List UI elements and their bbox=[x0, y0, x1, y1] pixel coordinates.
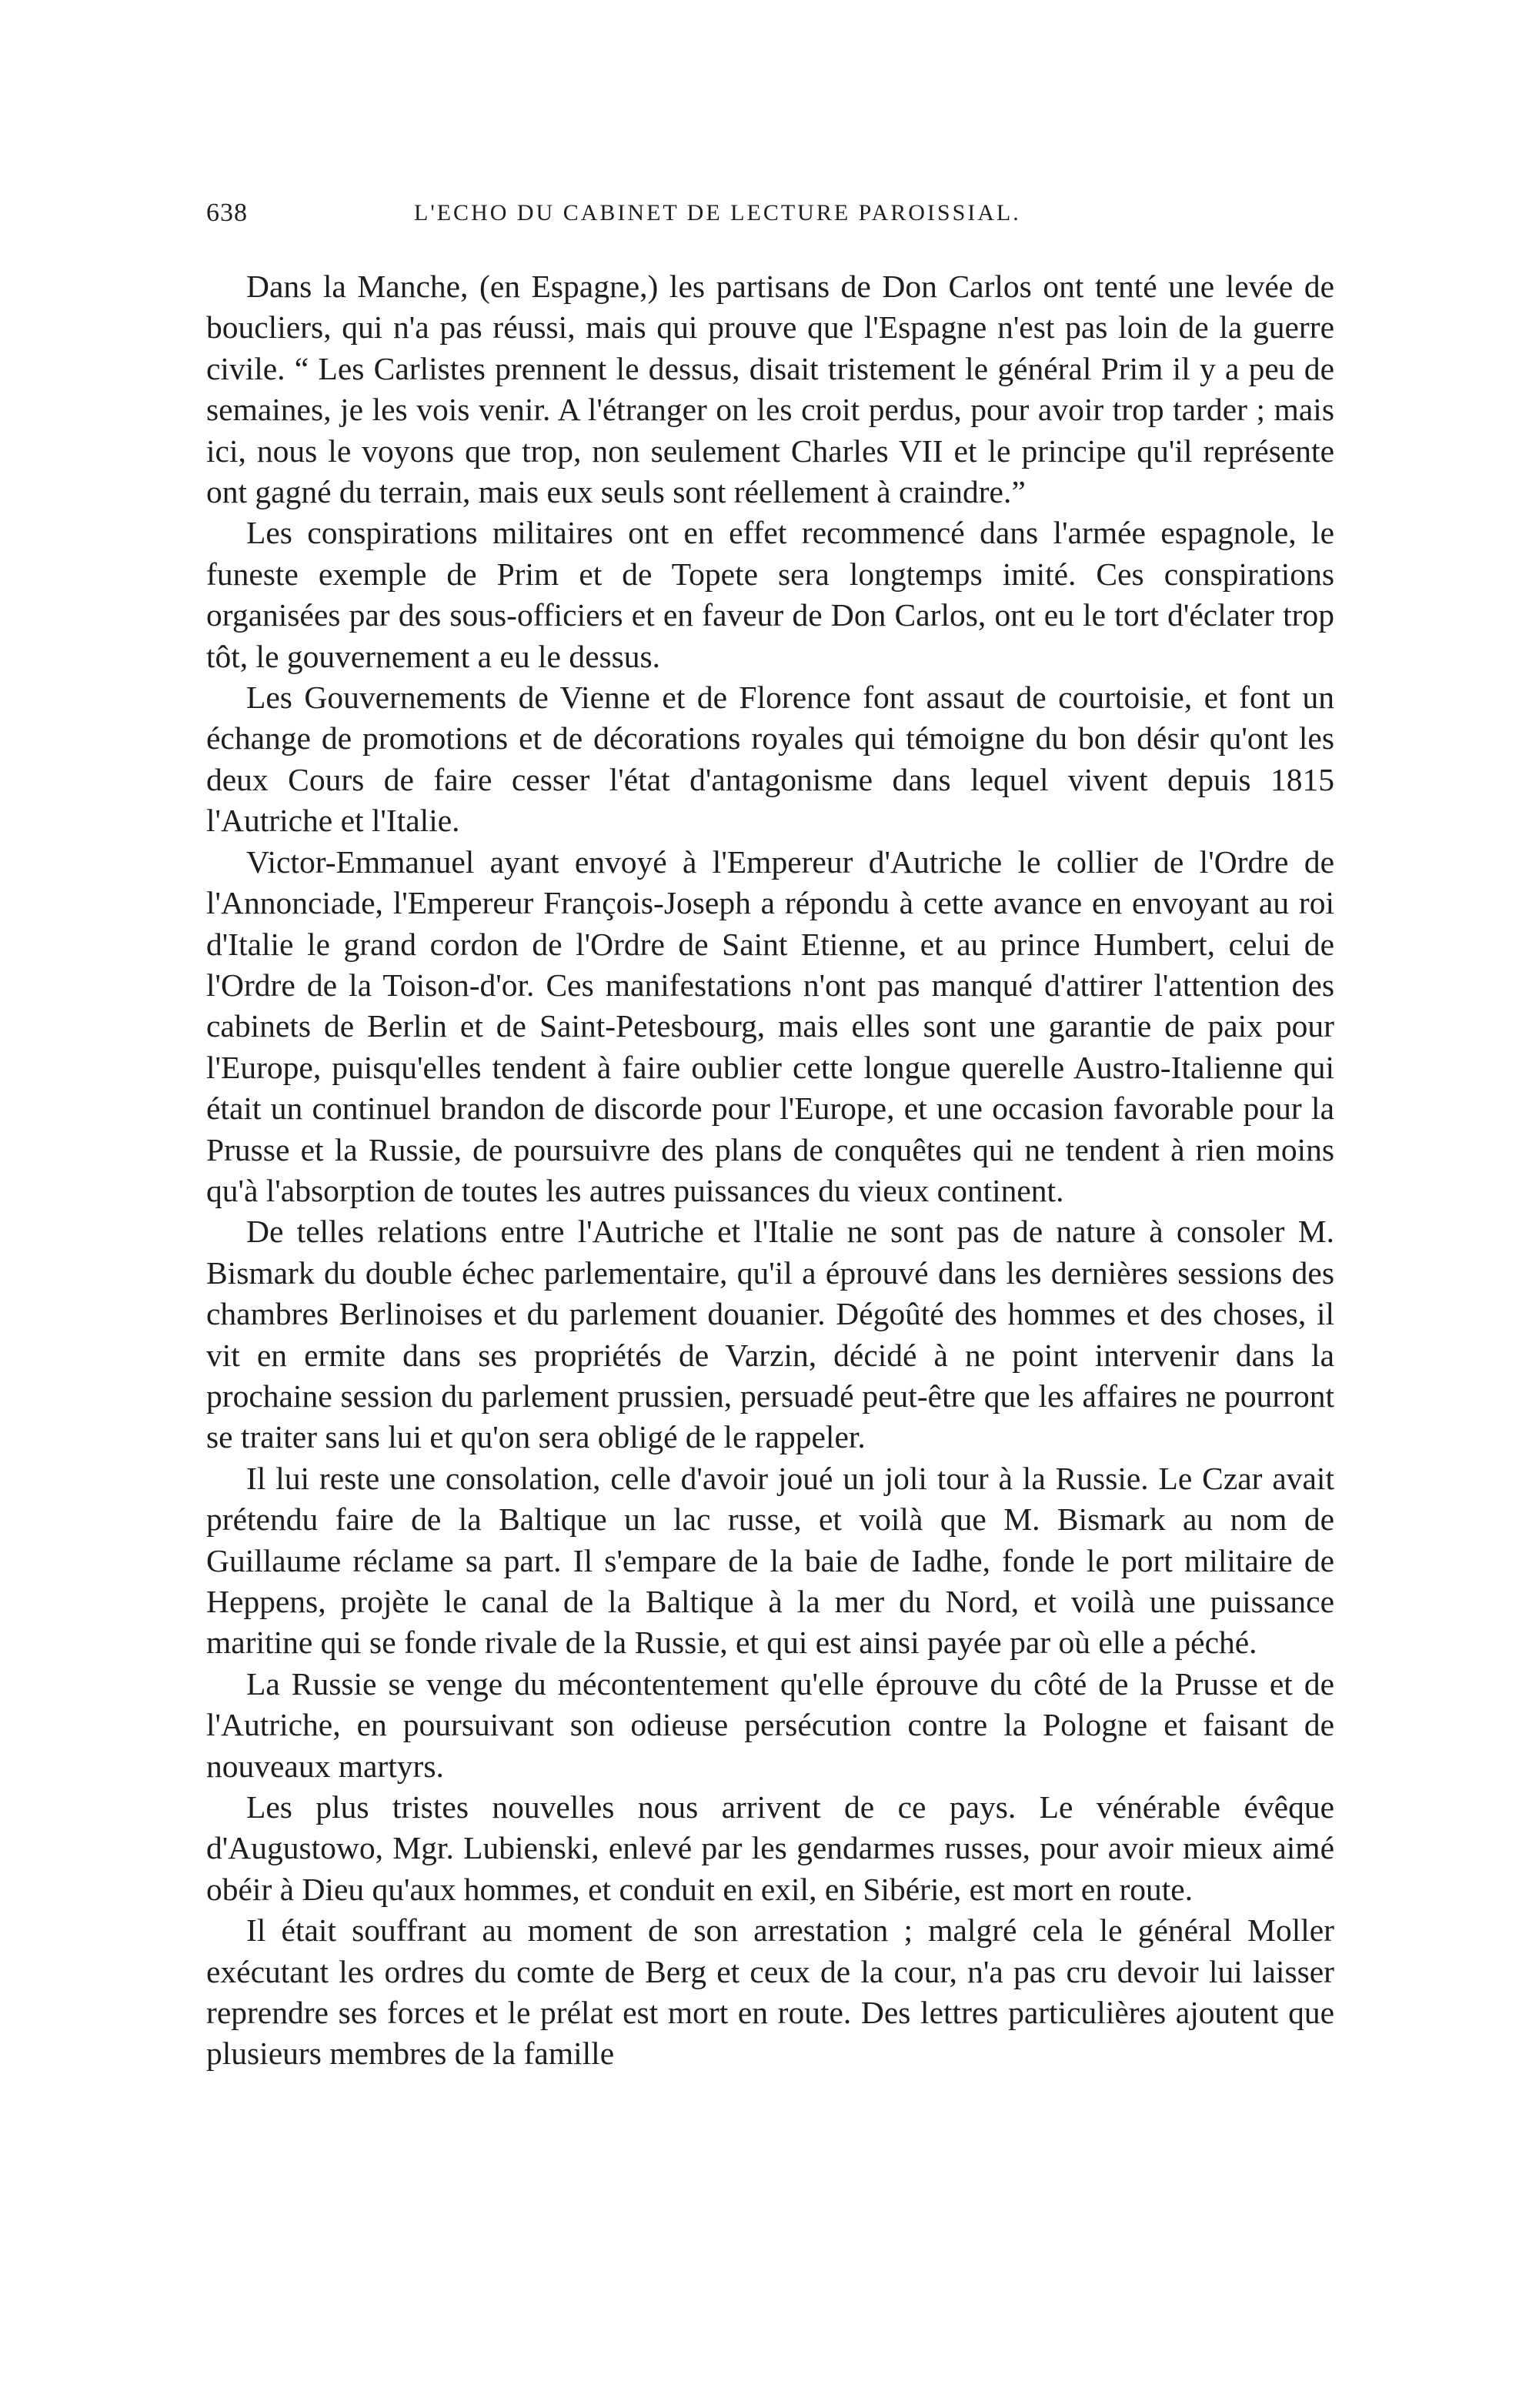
paragraph-military-conspiracies: Les conspirations militaires ont en effet recommencé dans l'armée espagnole, le funeste exemple de Prim et de Topete sera longtemps imité. Ces conspirations organisées par des sous-officiers et en faveur de Don Carlos, ont eu le tort d'éclater trop tôt, le gouvernement a eu le dessus. bbox=[206, 515, 1334, 674]
paragraph-augustowo-bishop: Les plus tristes nouvelles nous arrivent de ce pays. Le vénérable évêque d'Augustowo, Mgr. Lubienski, enlevé par les gendarmes russes, pour avoir mieux aimé obéir à Dieu qu'aux hommes, et conduit en exil, en Sibérie, est mort en route. bbox=[206, 1789, 1334, 1907]
paragraph-vienna-florence: Les Gouvernements de Vienne et de Florence font assaut de courtoisie, et font un échange de promotions et de décorations royales qui témoigne du bon désir qu'ont les deux Cours de faire cesser l'état d'antagonisme dans lequel vivent depuis 1815 l'Autriche et l'Italie. bbox=[206, 680, 1334, 839]
paragraph-russia-poland: La Russie se venge du mécontentement qu'elle éprouve du côté de la Prusse et de l'Autriche, en poursuivant son odieuse persécution contre la Pologne et faisant de nouveaux martyrs. bbox=[206, 1665, 1334, 1784]
running-title: L'ECHO DU CABINET DE LECTURE PAROISSIAL. bbox=[414, 200, 1021, 225]
paragraph-spain-carlists: Dans la Manche, (en Espagne,) les partisans de Don Carlos ont tenté une levée de boucliers, qui n'a pas réussi, mais qui prouve que l'Espagne n'est pas loin de la guerre civile. “ Les Carlistes prennent le dessus, disait tristement le général Prim il y a peu de semaines, je les vois venir. A l'étranger on les croit perdus, pour avoir trop tarder ; mais ici, nous le voyons que trop, non seulement Charles VII et le principe qu'il représente ont gagné du terrain, mais eux seuls sont réellement à craindre.” bbox=[206, 269, 1334, 510]
page-number: 638 bbox=[206, 199, 248, 227]
paragraph-bismark: De telles relations entre l'Autriche et l'Italie ne sont pas de nature à consoler M. Bismark du double échec parlementaire, qu'il a éprouvé dans les dernières sessions des chambres Berlinoises et du parlement douanier. Dégoûté des hommes et des choses, il vit en ermite dans ses propriétés de Varzin, décidé à ne point intervenir dans la prochaine session du parlement prussien, persuadé peut-être que les affaires ne pourront se traiter sans lui et qu'on sera obligé de le rappeler. bbox=[206, 1214, 1334, 1455]
book-page bbox=[206, 199, 1334, 2075]
paragraph-arrest: Il était souffrant au moment de son arrestation ; malgré cela le général Moller exécutant les ordres du comte de Berg et ceux de la cour, n'a pas cru devoir lui laisser reprendre ses forces et le prélat est mort en route. Des lettres particulières ajoutent que plusieurs membres de la famille bbox=[206, 1912, 1334, 2072]
paragraph-victor-emmanuel: Victor-Emmanuel ayant envoyé à l'Empereur d'Autriche le collier de l'Ordre de l'Annonciade, l'Empereur François-Joseph a répondu à cette avance en envoyant au roi d'Italie le grand cordon de l'Ordre de Saint Etienne, et au prince Humbert, celui de l'Ordre de la Toison-d'or. Ces manifestations n'ont pas manqué d'attirer l'attention des cabinets de Berlin et de Saint-Petesbourg, mais elles sont une garantie de paix pour l'Europe, puisqu'elles tendent à faire oublier cette longue querelle Austro-Italienne qui était un continuel brandon de discorde pour l'Europe, et une occasion favorable pour la Prusse et la Russie, de poursuivre des plans de conquêtes qui ne tendent à rien moins qu'à l'absorption de toutes les autres puissances du vieux continent. bbox=[206, 843, 1334, 1208]
paragraph-baltic: Il lui reste une consolation, celle d'avoir joué un joli tour à la Russie. Le Czar avait prétendu faire de la Baltique un lac russe, et voilà que M. Bismark au nom de Guillaume réclame sa part. Il s'empare de la baie de Iadhe, fonde le port militaire de Heppens, projète le canal de la Baltique à la mer du Nord, et voilà une puissance maritine qui se fonde rivale de la Russie, et qui est ainsi payée par où elle a péché. bbox=[206, 1460, 1334, 1661]
running-head bbox=[206, 199, 1334, 245]
body-text bbox=[206, 266, 1334, 2075]
